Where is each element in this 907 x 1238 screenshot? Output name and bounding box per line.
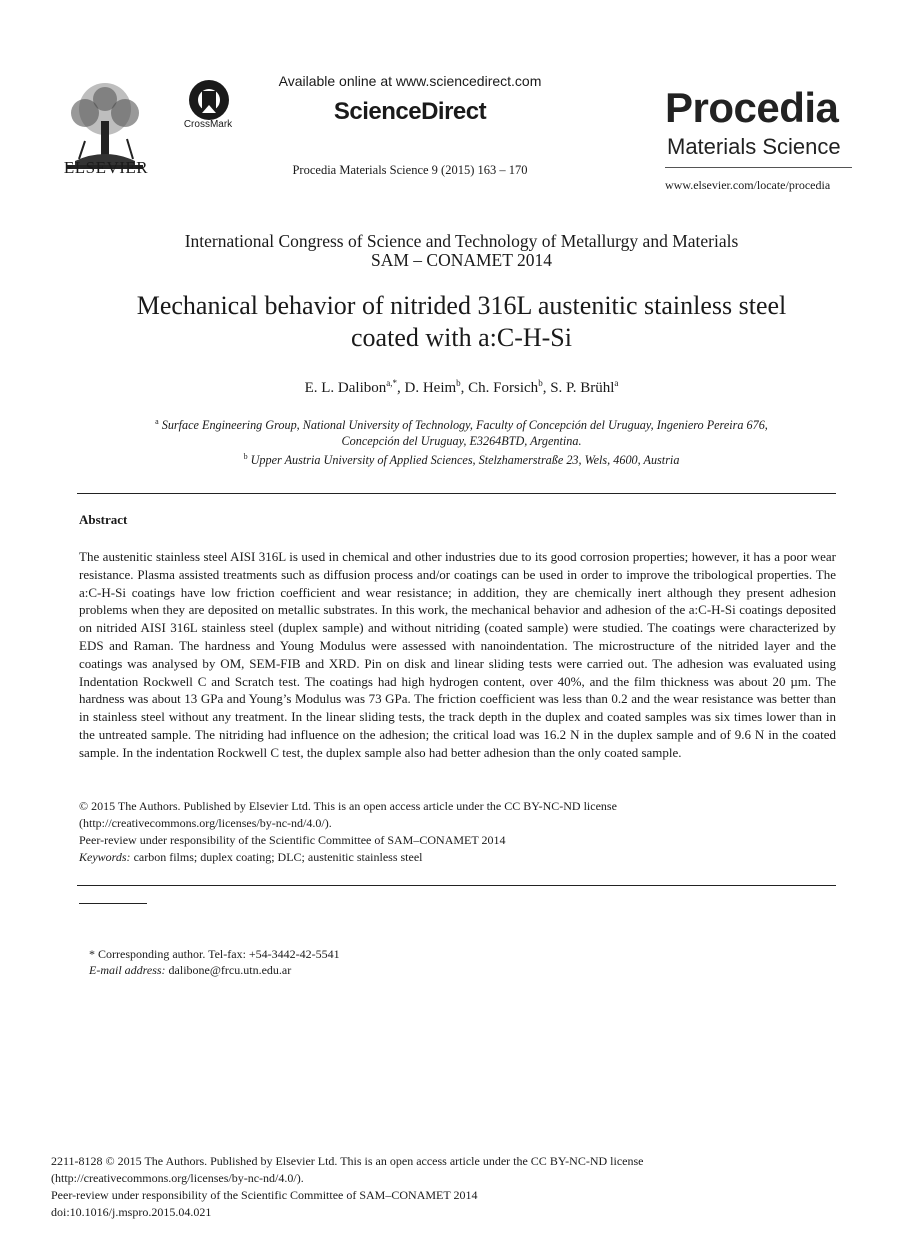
author-name: S. P. Brühl [550,380,615,396]
author-affiliation-mark: a,* [386,378,397,388]
journal-citation: Procedia Materials Science 9 (2015) 163 – 170 [292,163,528,177]
author-affiliation-mark: b [538,378,543,388]
procedia-logo: Procedia [665,84,839,131]
email-line [89,962,789,978]
footer-doi[interactable]: doi:10.1016/j.mspro.2015.04.021 [51,1205,212,1219]
publisher-name: ELSEVIER [63,158,149,177]
keywords-list: carbon films; duplex coating; DLC; austenitic stainless steel [130,850,423,864]
license-block [79,798,836,866]
affiliation-mark-b: b [243,452,248,462]
procedia-divider [665,167,852,168]
procedia-url-link[interactable]: www.elsevier.com/locate/procedia [665,178,831,192]
email-label: E-mail address: [89,963,166,977]
conference-line-2: SAM – CONAMET 2014 [370,250,552,270]
title-line-2: coated with a:C-H-Si [351,323,572,352]
affiliation-a [80,414,843,433]
author-name: D. Heim [404,380,457,396]
keywords-line [79,849,836,866]
author-separator: , [460,380,469,396]
footer-peer-review: Peer-review under responsibility of the Scientific Committee of SAM–CONAMET 2014 [51,1188,478,1202]
page-footer [51,1153,851,1221]
affiliations [80,414,843,468]
author-list [80,378,843,397]
license-url-link[interactable]: (http://creativecommons.org/licenses/by-nc-nd/4.0/). [79,816,332,830]
paper-title [80,290,843,354]
affiliation-mark-a: a [155,417,159,426]
keywords-label: Keywords: [79,850,131,864]
divider-top [77,493,836,494]
author-name: Ch. Forsich [468,380,539,396]
affiliation-b-line: Upper Austria University of Applied Sciences, Stelzhamerstraße 23, Wels, 4600, Austria [250,453,680,468]
author-affiliation-mark: a [614,378,619,388]
peer-review-line: Peer-review under responsibility of the Scientific Committee of SAM–CONAMET 2014 [79,833,506,847]
author-separator: , [542,380,551,396]
conference-name [80,232,843,270]
footnote-divider [79,903,147,904]
author-name: E. L. Dalibon [304,380,387,396]
abstract-body: The austenitic stainless steel AISI 316L is used in chemical and other industries due to its good corrosion properties; however, it has a poor wear resistance. Plasma assisted treatments such as diffusion process and/or coatings can be used in order to improve the tribological properties. The a:C-H-Si coatings have low friction coefficient and wear resistance; in addition, they are chemically inert although they present adhesion problems when they are deposited on metallic substrates. In this work, the mechanical behavior and adhesion of the a:C-H-Si coatings deposited on nitrided AISI 316L stainless steel (duplex sample) and without nitriding (coated sample) were studied. The coatings were characterized by EDS and Raman. The hardness and Young Modulus were assessed with nanoindentation. The microstructure of the nitrided layer and the coatings was analysed by OM, SEM-FIB and XRD. Pin on disk and linear sliding tests were carried out. The adhesion was evaluated using Indentation Rockwell C and Scratch test. The coatings had high hydrogen content, over 40%, and the film thickness was about 20 µm. The hardness was about 13 GPa and Young’s Modulus was 73 GPa. The friction coefficient was less than 0.2 and the wear resistance was better than in stainless steel without any treatment. In the linear sliding tests, the track depth in the duplex and coated samples was six times lower than in the untreated sample. The nitriding had influence on the adhesion; the critical load was 16.2 N in the duplex sample and of 9.6 N in the coated sample. In the indentation Rockwell C test, the duplex sample also had better adhesion than the only coated sample. [79,549,836,760]
affiliation-b [80,449,843,468]
sciencedirect-logo: ScienceDirect [333,98,487,125]
footer-issn-line: 2211-8128 © 2015 The Authors. Published by Elsevier Ltd. This is an open access article under the CC BY-NC-ND license [51,1154,644,1168]
available-online-link[interactable]: Available online at www.sciencedirect.com [278,73,542,89]
corresponding-author-line: * Corresponding author. Tel-fax: +54-3442-42-5541 [89,947,340,961]
affiliation-a-line-2: Concepción del Uruguay, E3264BTD, Argentina. [341,434,582,449]
copyright-line: © 2015 The Authors. Published by Elsevier Ltd. This is an open access article under the CC BY-NC-ND license [79,799,617,813]
title-line-1: Mechanical behavior of nitrided 316L austenitic stainless steel [136,291,787,320]
divider-bottom [77,885,836,886]
email-address-link[interactable]: dalibone@frcu.utn.edu.ar [165,963,292,977]
conference-line-1: International Congress of Science and Technology of Metallurgy and Materials [184,231,739,251]
author-affiliation-mark: b [456,378,461,388]
abstract-heading: Abstract [79,512,128,527]
affiliation-a-line-1: Surface Engineering Group, National University of Technology, Faculty of Concepción del Uruguay, Ingeniero Pereira 676, [161,418,768,433]
footer-license-link[interactable]: (http://creativecommons.org/licenses/by-nc-nd/4.0/). [51,1171,304,1185]
procedia-subtitle: Materials Science [667,134,841,159]
crossmark-label: CrossMark [183,119,233,130]
author-separator: , [397,380,405,396]
corresponding-author [89,946,789,978]
